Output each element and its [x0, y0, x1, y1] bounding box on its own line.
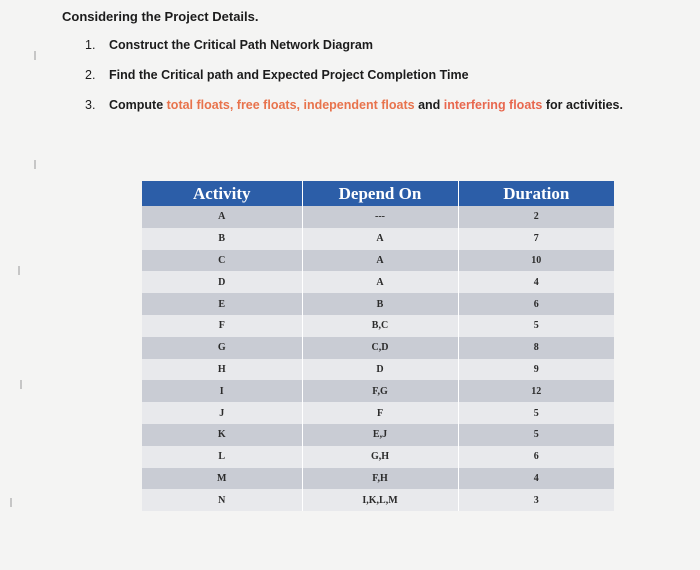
cell-activity: N — [142, 489, 302, 511]
cell-depend-on: F — [302, 402, 458, 424]
task-item-2 — [85, 66, 623, 96]
cell-activity: D — [142, 271, 302, 293]
margin-mark — [20, 380, 22, 389]
header-duration: Duration — [458, 181, 614, 206]
cell-activity: H — [142, 359, 302, 381]
table-header-row — [142, 181, 614, 206]
cell-depend-on: A — [302, 228, 458, 250]
page-heading: Considering the Project Details. — [62, 9, 259, 24]
cell-duration: 2 — [458, 206, 614, 228]
task-number: 3. — [85, 98, 96, 112]
cell-depend-on: A — [302, 250, 458, 272]
cell-depend-on: B — [302, 293, 458, 315]
cell-depend-on: B,C — [302, 315, 458, 337]
cell-activity: F — [142, 315, 302, 337]
cell-activity: J — [142, 402, 302, 424]
table-row — [142, 271, 614, 293]
cell-activity: G — [142, 337, 302, 359]
cell-activity: K — [142, 424, 302, 446]
cell-activity: E — [142, 293, 302, 315]
activity-table — [142, 181, 614, 511]
table-row — [142, 424, 614, 446]
task-text-prefix: Compute — [109, 98, 167, 112]
cell-duration: 6 — [458, 293, 614, 315]
cell-duration: 6 — [458, 446, 614, 468]
task-item-1 — [85, 36, 623, 66]
cell-depend-on: --- — [302, 206, 458, 228]
table-row — [142, 359, 614, 381]
task-number: 2. — [85, 68, 96, 82]
task-text-mid: and — [414, 98, 444, 112]
cell-depend-on: E,J — [302, 424, 458, 446]
cell-depend-on: A — [302, 271, 458, 293]
cell-depend-on: G,H — [302, 446, 458, 468]
cell-activity: I — [142, 380, 302, 402]
table-row — [142, 250, 614, 272]
cell-duration: 7 — [458, 228, 614, 250]
task-text: Construct the Critical Path Network Diagram — [109, 38, 373, 52]
cell-duration: 3 — [458, 489, 614, 511]
cell-duration: 9 — [458, 359, 614, 381]
table-row — [142, 228, 614, 250]
cell-activity: L — [142, 446, 302, 468]
table-row — [142, 206, 614, 228]
table-row — [142, 293, 614, 315]
cell-activity: M — [142, 468, 302, 490]
margin-mark — [18, 266, 20, 275]
highlighted-interfering-floats: interfering floats — [443, 98, 543, 112]
cell-duration: 8 — [458, 337, 614, 359]
cell-depend-on: C,D — [302, 337, 458, 359]
cell-duration: 4 — [458, 468, 614, 490]
task-list — [85, 36, 623, 126]
margin-mark — [34, 160, 36, 169]
cell-duration: 4 — [458, 271, 614, 293]
table-row — [142, 446, 614, 468]
cell-depend-on: F,H — [302, 468, 458, 490]
cell-activity: B — [142, 228, 302, 250]
table-row — [142, 337, 614, 359]
cell-depend-on: D — [302, 359, 458, 381]
cell-depend-on: I,K,L,M — [302, 489, 458, 511]
cell-duration: 10 — [458, 250, 614, 272]
task-number: 1. — [85, 38, 96, 52]
cell-depend-on: F,G — [302, 380, 458, 402]
cell-activity: C — [142, 250, 302, 272]
task-text-suffix: for activities. — [542, 98, 623, 112]
cell-activity: A — [142, 206, 302, 228]
table-row — [142, 402, 614, 424]
highlighted-floats: total floats, free floats, independent floats — [166, 98, 415, 112]
table-row — [142, 315, 614, 337]
header-activity: Activity — [142, 181, 302, 206]
margin-mark — [34, 51, 36, 60]
cell-duration: 5 — [458, 315, 614, 337]
table-row — [142, 489, 614, 511]
header-depend-on: Depend On — [302, 181, 458, 206]
cell-duration: 5 — [458, 424, 614, 446]
cell-duration: 12 — [458, 380, 614, 402]
cell-duration: 5 — [458, 402, 614, 424]
table-row — [142, 468, 614, 490]
table-row — [142, 380, 614, 402]
task-text: Find the Critical path and Expected Project Completion Time — [109, 68, 469, 82]
margin-mark — [10, 498, 12, 507]
task-item-3 — [85, 96, 623, 126]
